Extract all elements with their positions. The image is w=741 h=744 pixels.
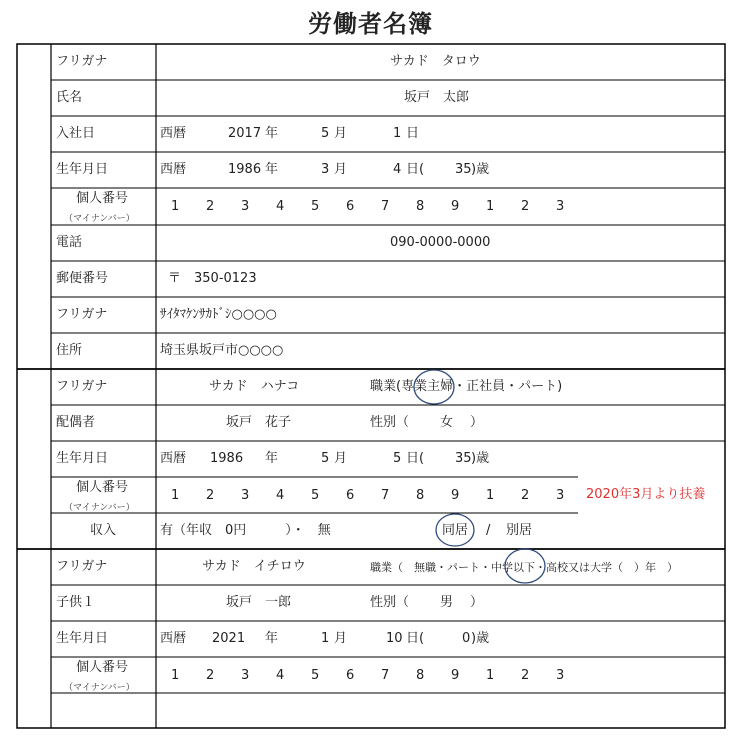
mynumber-digit: 1 [486,488,495,503]
spouse-furigana: サカド ハナコ [209,379,300,394]
child-occupation: 職業（ 無職・パート・中学以下・高校又は大学（ ）年 ） [370,561,678,574]
label-mynumber: 個人番号 [76,191,129,206]
mynumber-digit: 7 [381,668,390,683]
mynumber-digit: 4 [276,488,285,503]
spouse-occupation: 職業(専業主婦・正社員・パート) [370,379,563,394]
spouse-birth-day: 5 [393,451,402,466]
mynumber-digit: 3 [241,199,250,214]
birth-day: 4 [393,162,402,177]
living-separator: / [486,523,491,538]
birth-month: 3 [321,162,330,177]
spouse-birth-year-unit: 年 [265,451,279,466]
mynumber-digit: 7 [381,488,390,503]
mynumber-digit: 3 [241,488,250,503]
label-address-furigana: フリガナ [56,307,108,322]
label-child-birth: 生年月日 [56,631,109,646]
mynumber-digit: 4 [276,668,285,683]
spouse-birth-month: 5 [321,451,330,466]
spouse-age-open: 日( [406,451,425,466]
label-spouse-mynumber: 個人番号 [76,480,129,495]
child-gender-open: 性別（ [370,595,410,610]
living-apart: 別居 [506,523,533,538]
label-mynumber-sub: （マイナンバー） [64,214,135,224]
spouse-gender-open: 性別（ [370,415,410,430]
mynumber-digit: 2 [206,488,215,503]
spouse-age: 35 [455,451,472,466]
child-age-close: )歳 [471,631,490,646]
dependent-note: 2020年3月より扶養 [586,487,706,502]
living-together: 同居 [442,523,469,538]
page-title: 労働者名簿 [308,10,433,38]
mynumber-digit: 2 [521,488,530,503]
label-hire-date: 入社日 [56,126,96,141]
mynumber-digit: 5 [311,668,320,683]
mynumber-digit: 7 [381,199,390,214]
mynumber-digit: 1 [486,199,495,214]
mynumber-digit: 5 [311,488,320,503]
child-birth-year: 2021 [212,631,246,646]
spouse-birth-year: 1986 [210,451,244,466]
birth-era: 西暦 [160,162,187,177]
employee-phone: 090-0000-0000 [390,235,491,250]
child-birth-month-unit: 月 [334,631,348,646]
spouse-birth-era: 西暦 [160,451,187,466]
child-birth-day: 10 [386,631,403,646]
mynumber-digit: 8 [416,488,425,503]
spouse-birth-month-unit: 月 [334,451,348,466]
child-gender: 男 [440,595,454,610]
label-postal: 郵便番号 [56,271,109,286]
birth-year: 1986 [228,162,262,177]
employee-address: 埼玉県坂戸市○○○○ [160,343,284,358]
spouse-gender-close: ） [470,415,484,430]
hire-day-unit: 日 [406,126,420,141]
mynumber-digit: 2 [206,199,215,214]
employee-name: 坂戸 太郎 [404,90,470,105]
mynumber-digit: 3 [241,668,250,683]
mynumber-digit: 3 [556,199,565,214]
employee-postal: 〒 350-0123 [168,271,257,286]
child-gender-close: ） [470,595,484,610]
mynumber-digit: 2 [521,199,530,214]
mynumber-digit: 3 [556,488,565,503]
child-name: 坂戸 一郎 [226,595,292,610]
label-child1: 子供１ [56,595,96,610]
child-birth-era: 西暦 [160,631,187,646]
birth-month-unit: 月 [334,162,348,177]
mynumber-digit: 2 [206,668,215,683]
mynumber-digit: 1 [171,199,180,214]
mynumber-digit: 1 [486,668,495,683]
spouse-name: 坂戸 花子 [226,415,292,430]
label-furigana: フリガナ [56,54,108,69]
mynumber-digit: 9 [451,488,460,503]
mynumber-digit: 5 [311,199,320,214]
employee-address-kana: ｻｲﾀﾏｹﾝｻｶﾄﾞｼ○○○○ [160,307,277,322]
child-furigana: サカド イチロウ [202,559,306,574]
mynumber-digit: 8 [416,199,425,214]
mynumber-digit: 1 [171,488,180,503]
child-birth-year-unit: 年 [265,631,279,646]
mynumber-digit: 9 [451,668,460,683]
label-name: 氏名 [56,90,83,105]
birth-age-close: )歳 [471,162,490,177]
hire-day: 1 [393,126,402,141]
label-birth-date: 生年月日 [56,162,109,177]
mynumber-digit: 8 [416,668,425,683]
mynumber-digit: 1 [171,668,180,683]
spouse-age-close: )歳 [471,451,490,466]
hire-era: 西暦 [160,126,187,141]
label-income: 収入 [90,523,117,538]
hire-month: 5 [321,126,330,141]
label-spouse-birth: 生年月日 [56,451,109,466]
mynumber-digit: 9 [451,199,460,214]
spouse-gender: 女 [440,415,454,430]
label-address: 住所 [56,343,83,358]
employee-furigana: サカド タロウ [390,54,481,69]
hire-year: 2017 [228,126,262,141]
label-spouse-furigana: フリガナ [56,379,108,394]
hire-year-unit: 年 [265,126,279,141]
label-phone: 電話 [56,235,83,250]
birth-year-unit: 年 [265,162,279,177]
mynumber-digit: 3 [556,668,565,683]
hire-month-unit: 月 [334,126,348,141]
child-birth-month: 1 [321,631,330,646]
child-age: 0 [462,631,471,646]
birth-age-open: 日( [406,162,425,177]
label-spouse: 配偶者 [56,415,96,430]
label-child-mynumber: 個人番号 [76,660,129,675]
spouse-income: 有（年収 0円 ）・ 無 [160,523,331,538]
mynumber-digit: 4 [276,199,285,214]
mynumber-digit: 6 [346,668,355,683]
child-age-open: 日( [406,631,425,646]
mynumber-digit: 2 [521,668,530,683]
birth-age: 35 [455,162,472,177]
label-child-mynumber-sub: （マイナンバー） [64,683,135,693]
label-spouse-mynumber-sub: （マイナンバー） [64,503,135,513]
mynumber-digit: 6 [346,488,355,503]
mynumber-digit: 6 [346,199,355,214]
label-child-furigana: フリガナ [56,559,108,574]
